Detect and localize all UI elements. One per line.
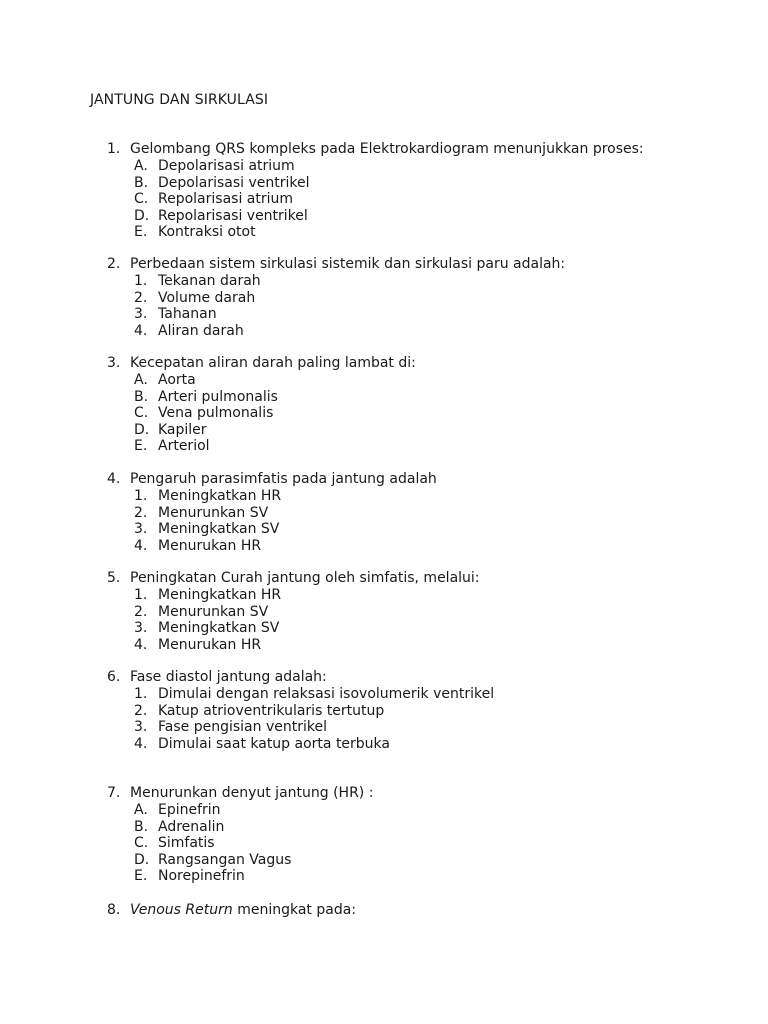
option-marker: 1. [134, 488, 148, 504]
option-text: Depolarisasi atrium [158, 158, 295, 174]
question-text: Gelombang QRS kompleks pada Elektrokardiogram menunjukkan proses: [130, 141, 644, 157]
option-text: Fase pengisian ventrikel [158, 719, 327, 736]
option-marker: A. [134, 802, 148, 818]
answer-option [0, 389, 768, 406]
question-number: 1. [107, 141, 121, 157]
option-text: Kontraksi otot [158, 224, 256, 241]
option-marker: 4. [134, 322, 148, 339]
option-text: Meningkatkan SV [158, 620, 280, 637]
option-text: Aorta [158, 372, 196, 388]
option-marker: 3. [134, 719, 148, 736]
question-3 [0, 355, 768, 455]
answer-option [0, 852, 768, 869]
question-text: Perbedaan sistem sirkulasi sistemik dan sirkulasi paru adalah: [130, 256, 566, 272]
option-text: Tekanan darah [158, 273, 261, 289]
answer-option [0, 686, 768, 703]
option-marker: B. [134, 388, 149, 405]
option-marker: A. [134, 372, 148, 388]
question-line [0, 785, 768, 802]
option-marker: 2. [134, 702, 148, 719]
option-marker: C. [134, 191, 149, 208]
question-number: 4. [107, 471, 121, 487]
answer-option [0, 637, 768, 654]
question-text: Peningkatan Curah jantung oleh simfatis, melalui: [130, 570, 480, 586]
option-text: Meningkatkan SV [158, 521, 280, 538]
question-1 [0, 141, 768, 241]
option-text: Repolarisasi ventrikel [158, 207, 308, 224]
question-text [130, 902, 356, 919]
question-line [0, 669, 768, 686]
option-marker: E. [134, 868, 148, 885]
option-marker: 1. [134, 686, 148, 702]
option-marker: 3. [134, 306, 148, 323]
option-marker: 3. [134, 620, 148, 637]
answer-option [0, 587, 768, 604]
answer-option [0, 405, 768, 422]
option-marker: 1. [134, 587, 148, 603]
question-7 [0, 785, 768, 885]
option-text: Arteriol [158, 438, 210, 455]
option-marker: 2. [134, 603, 148, 620]
option-text: Aliran darah [158, 322, 244, 339]
option-text: Adrenalin [158, 818, 225, 835]
question-line [0, 141, 768, 158]
option-text: Meningkatkan HR [158, 587, 282, 603]
option-marker: 1. [134, 273, 148, 289]
question-number: 5. [107, 570, 121, 586]
answer-option [0, 802, 768, 819]
option-marker: C. [134, 835, 149, 852]
question-line [0, 471, 768, 488]
option-text: Norepinefrin [158, 868, 245, 885]
option-text: Dimulai saat katup aorta terbuka [158, 735, 390, 752]
option-marker: D. [134, 851, 150, 868]
question-text-italic: Venous Return [130, 902, 233, 918]
option-text: Depolarisasi ventrikel [158, 174, 310, 191]
question-2 [0, 256, 768, 339]
option-text: Menurunkan SV [158, 504, 269, 521]
option-marker: D. [134, 421, 150, 438]
question-line [0, 355, 768, 372]
option-marker: 2. [134, 504, 148, 521]
option-text: Volume darah [158, 289, 256, 306]
option-text: Menurukan HR [158, 636, 262, 653]
option-text: Simfatis [158, 835, 215, 852]
answer-option [0, 323, 768, 340]
answer-option [0, 438, 768, 455]
answer-option [0, 306, 768, 323]
option-marker: A. [134, 158, 148, 174]
question-number: 6. [107, 669, 121, 685]
question-6 [0, 669, 768, 752]
option-text: Arteri pulmonalis [158, 388, 278, 405]
option-marker: B. [134, 818, 149, 835]
question-8 [0, 902, 768, 919]
question-text: Pengaruh parasimfatis pada jantung adalah [130, 471, 437, 487]
answer-option [0, 488, 768, 505]
answer-option [0, 703, 768, 720]
question-5 [0, 570, 768, 653]
option-marker: E. [134, 224, 148, 241]
answer-option [0, 521, 768, 538]
option-text: Vena pulmonalis [158, 405, 274, 422]
answer-option [0, 819, 768, 836]
option-text: Tahanan [158, 306, 217, 323]
question-line [0, 570, 768, 587]
option-text: Menurunkan SV [158, 603, 269, 620]
answer-option [0, 736, 768, 753]
question-4 [0, 471, 768, 554]
option-marker: E. [134, 438, 148, 455]
option-marker: B. [134, 174, 149, 191]
option-marker: 2. [134, 289, 148, 306]
answer-option [0, 158, 768, 175]
question-line [0, 256, 768, 273]
question-number: 7. [107, 785, 121, 801]
question-text: Menurunkan denyut jantung (HR) : [130, 785, 374, 801]
option-text: Repolarisasi atrium [158, 191, 294, 208]
question-text-rest: meningkat pada: [232, 902, 357, 918]
answer-option [0, 538, 768, 555]
answer-option [0, 422, 768, 439]
answer-option [0, 868, 768, 885]
answer-option [0, 175, 768, 192]
answer-option [0, 604, 768, 621]
option-marker: C. [134, 405, 149, 422]
option-marker: 3. [134, 521, 148, 538]
option-text: Meningkatkan HR [158, 488, 282, 504]
option-marker: 4. [134, 636, 148, 653]
answer-option [0, 620, 768, 637]
document-title: JANTUNG DAN SIRKULASI [90, 92, 269, 108]
option-text: Katup atrioventrikularis tertutup [158, 702, 385, 719]
answer-option [0, 191, 768, 208]
question-text: Fase diastol jantung adalah: [130, 669, 327, 685]
question-line [0, 902, 768, 919]
question-number: 2. [107, 256, 121, 272]
option-text: Menurukan HR [158, 537, 262, 554]
answer-option [0, 224, 768, 241]
question-number: 8. [107, 902, 121, 918]
option-text: Dimulai dengan relaksasi isovolumerik ventrikel [158, 686, 495, 702]
answer-option [0, 835, 768, 852]
option-marker: 4. [134, 735, 148, 752]
answer-option [0, 505, 768, 522]
answer-option [0, 372, 768, 389]
option-text: Kapiler [158, 421, 207, 438]
question-number: 3. [107, 355, 121, 371]
answer-option [0, 719, 768, 736]
answer-option [0, 273, 768, 290]
option-marker: 4. [134, 537, 148, 554]
question-text: Kecepatan aliran darah paling lambat di: [130, 355, 416, 371]
answer-option [0, 290, 768, 307]
option-marker: D. [134, 207, 150, 224]
option-text: Epinefrin [158, 802, 221, 818]
answer-option [0, 208, 768, 225]
option-text: Rangsangan Vagus [158, 851, 292, 868]
